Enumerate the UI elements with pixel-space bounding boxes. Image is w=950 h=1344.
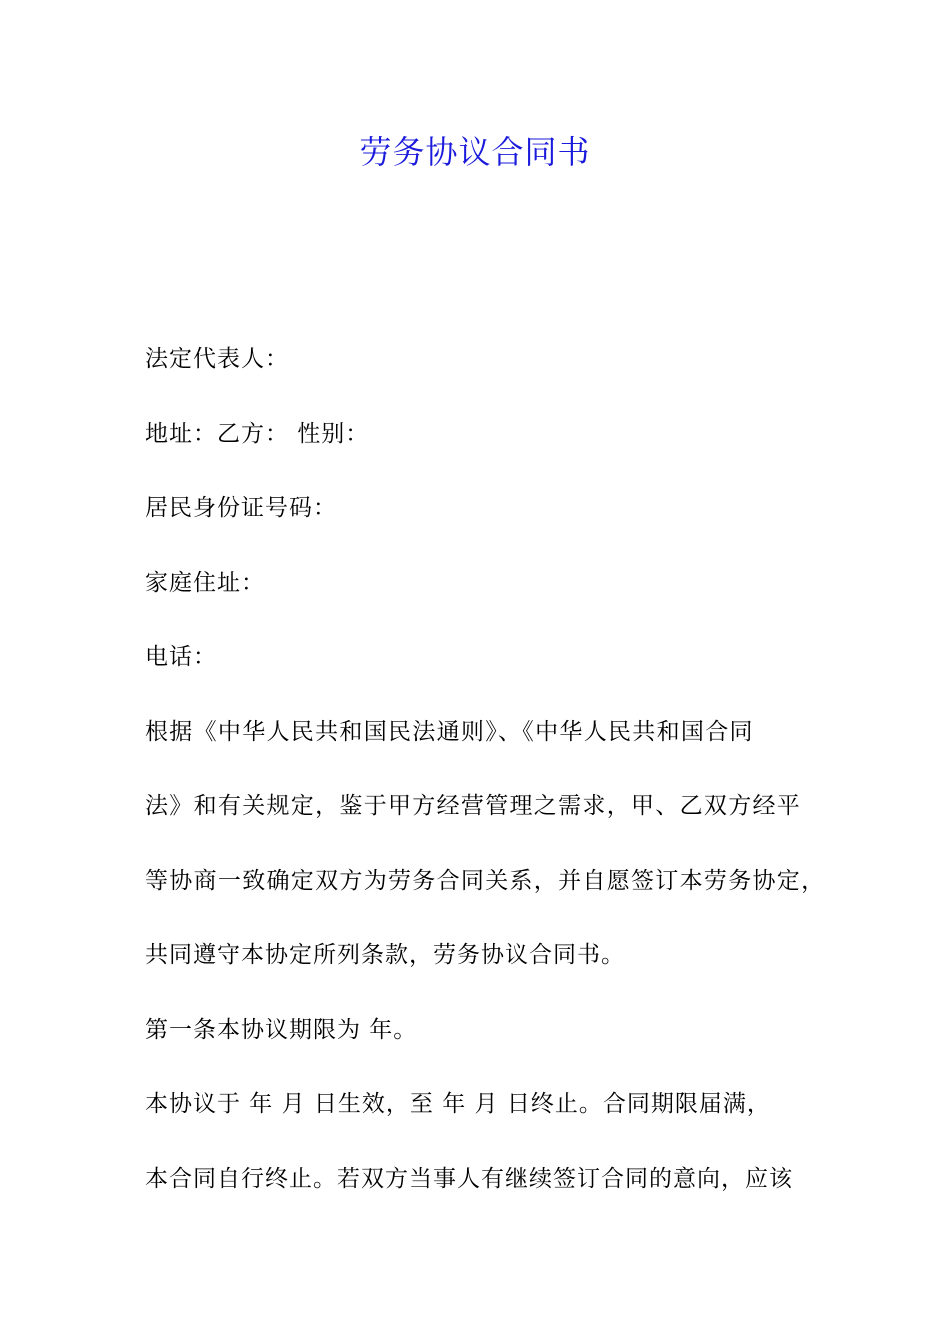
paragraph-line: 本协议于 年 月 日生效，至 年 月 日终止。合同期限届满， (145, 1091, 771, 1117)
paragraph-line: 本合同自行终止。若双方当事人有继续签订合同的意向，应该 (145, 1165, 793, 1192)
article-one-line: 第一条本协议期限为 年。 (145, 1016, 418, 1043)
paragraph-line: 共同遵守本协定所列条款，劳务协议合同书。 (145, 942, 625, 968)
paragraph-line: 等协商一致确定双方为劳务合同关系，并自愿签订本劳务协定， (145, 867, 826, 894)
address-party-b-gender-line: 地址：乙方： 性别： (145, 420, 370, 447)
document-title: 劳务协议合同书 (359, 133, 591, 171)
paragraph-line: 根据《中华人民共和国民法通则》、《中华人民共和国合同 (145, 718, 754, 745)
legal-representative-line: 法定代表人： (145, 346, 289, 372)
phone-line: 电话： (145, 644, 217, 670)
document-body (145, 341, 825, 1235)
home-address-line: 家庭住址： (145, 569, 265, 596)
paragraph-line: 法》和有关规定，鉴于甲方经营管理之需求，甲、乙双方经平 (145, 793, 802, 819)
id-number-line: 居民身份证号码： (145, 495, 337, 521)
